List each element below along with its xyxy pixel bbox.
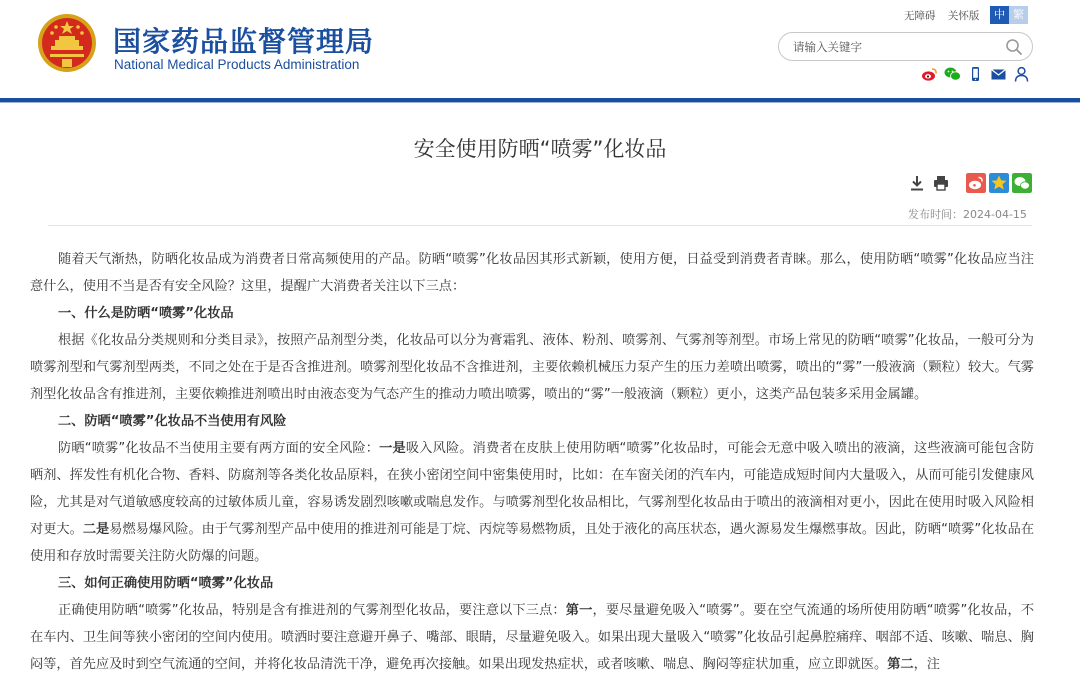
article-body — [30, 246, 1034, 673]
paragraph-text: 一、什么是防晒“喷雾”化妆品 — [58, 306, 234, 321]
article-paragraph — [30, 597, 1034, 673]
section-heading — [30, 408, 1034, 435]
paragraph-text: 三、如何正确使用防晒“喷雾”化妆品 — [58, 576, 274, 591]
paragraph-text: 正确使用防晒“喷雾”化妆品，特别是含有推进剂的气雾剂型化妆品，要注意以下三点： — [58, 603, 566, 618]
download-icon[interactable] — [908, 174, 926, 192]
share-qzone-icon[interactable] — [989, 173, 1009, 193]
emphasis-text: 一是 — [379, 441, 406, 456]
article-paragraph — [30, 246, 1034, 300]
site-name-en[interactable]: National Medical Products Administration — [114, 57, 360, 72]
lang-simplified-button[interactable]: 中 — [990, 6, 1009, 24]
national-emblem-icon[interactable] — [36, 12, 98, 74]
date-divider — [48, 225, 1032, 226]
weibo-icon[interactable] — [921, 66, 938, 82]
section-heading — [30, 570, 1034, 597]
article-paragraph — [30, 435, 1034, 570]
paragraph-text: 根据《化妆品分类规则和分类目录》，按照产品剂型分类，化妆品可以分为膏霜乳、液体、粉剂、喷雾剂、气雾剂等剂型。市场上常见的防晒“喷雾”化妆品，一般可分为喷雾剂型和气雾剂型两类，不同之处在于是否含推进剂。喷雾剂型化妆品不含推进剂，主要依赖机械压力泵产生的压力差喷出喷雾，喷出的“雾”一般液滴（颗粒）较大。气雾剂型化妆品含有推进剂，主要依赖推进剂喷出时由液态变为气态产生的推动力喷出喷雾，喷出的“雾”一般液滴（颗粒）更小，这类产品包装多采用金属罐。 — [30, 333, 1034, 402]
article-tools — [908, 173, 1035, 193]
mail-icon[interactable] — [990, 66, 1007, 82]
search-icon[interactable] — [1005, 38, 1023, 56]
print-icon[interactable] — [932, 174, 950, 192]
header-divider-thin — [0, 102, 1080, 103]
language-switch — [990, 6, 1028, 24]
accessibility-link[interactable]: 无障碍 — [904, 10, 936, 22]
paragraph-text: ，要尽量避免吸入“喷雾”。要在空气流通的场所使用防晒“喷雾”化妆品，不在车内、卫生间等狭小密闭的空间内使用。喷洒时要注意避开鼻子、嘴部、眼睛，尽量避免吸入。如果出现大量吸入“喷雾”化妆品引起鼻腔痛痒、咽部不适、咳嗽、喘息、胸闷等，首先应及时到空气流通的空间，并将化妆品清洗干净，避免再次接触。如果出现发热症状，或者咳嗽、喘息、胸闷等症状加重，应立即就医。 — [30, 603, 1035, 672]
paragraph-text: 防晒“喷雾”化妆品不当使用主要有两方面的安全风险： — [58, 441, 380, 456]
emphasis-text: 第一 — [565, 603, 593, 618]
article-title: 安全使用防晒“喷雾”化妆品 — [413, 137, 667, 161]
user-icon[interactable] — [1013, 66, 1030, 82]
lang-traditional-button[interactable]: 繁 — [1009, 6, 1028, 24]
care-mode-link[interactable]: 关怀版 — [947, 10, 980, 22]
emphasis-text: 二是 — [82, 522, 110, 537]
search-input[interactable] — [793, 38, 993, 56]
paragraph-text: ，注 — [913, 657, 940, 672]
publish-date: 发布时间：2024-04-15 — [908, 208, 1027, 221]
emphasis-text: 第二 — [887, 657, 914, 672]
section-heading — [30, 300, 1034, 327]
article-paragraph — [30, 327, 1034, 408]
site-header — [0, 0, 1080, 98]
paragraph-text: 二、防晒“喷雾”化妆品不当使用有风险 — [58, 414, 287, 429]
share-weibo-icon[interactable] — [966, 173, 986, 193]
paragraph-text: 随着天气渐热，防晒化妆品成为消费者日常高频使用的产品。防晒“喷雾”化妆品因其形式新颖，使用方便，日益受到消费者青睐。那么，使用防晒“喷雾”化妆品应当注意什么，使用不当是否有安全风险？这里，提醒广大消费者关注以下三点： — [30, 252, 1034, 294]
paragraph-text: 易燃易爆风险。由于气雾剂型产品中使用的推进剂可能是丁烷、丙烷等易燃物质，且处于液化的高压状态，遇火源易发生爆燃事故。因此，防晒“喷雾”化妆品在使用和存放时需要关注防火防爆的问题。 — [30, 522, 1035, 564]
paragraph-text: 吸入风险。消费者在皮肤上使用防晒“喷雾”化妆品时，可能会无意中吸入喷出的液滴，这些液滴可能包含防晒剂、挥发性有机化合物、香料、防腐剂等各类化妆品原料，在狭小密闭空间中密集使用时，比如：在车窗关闭的汽车内，可能造成短时间内大量吸入，从而可能引发健康风险，尤其是对气道敏感度较高的过敏体质儿童，容易诱发剧烈咳嗽或喘息发作。与喷雾剂型化妆品相比，气雾剂型化妆品由于喷出的液滴相对更小，因此在使用时吸入风险相对更大。 — [30, 441, 1035, 537]
social-links — [921, 66, 1030, 82]
mobile-icon[interactable] — [967, 66, 984, 82]
site-name-cn[interactable]: 国家药品监督管理局 — [113, 25, 375, 58]
search-box — [778, 32, 1033, 61]
share-wechat-icon[interactable] — [1012, 173, 1032, 193]
top-links — [904, 8, 988, 23]
wechat-icon[interactable] — [944, 66, 961, 82]
